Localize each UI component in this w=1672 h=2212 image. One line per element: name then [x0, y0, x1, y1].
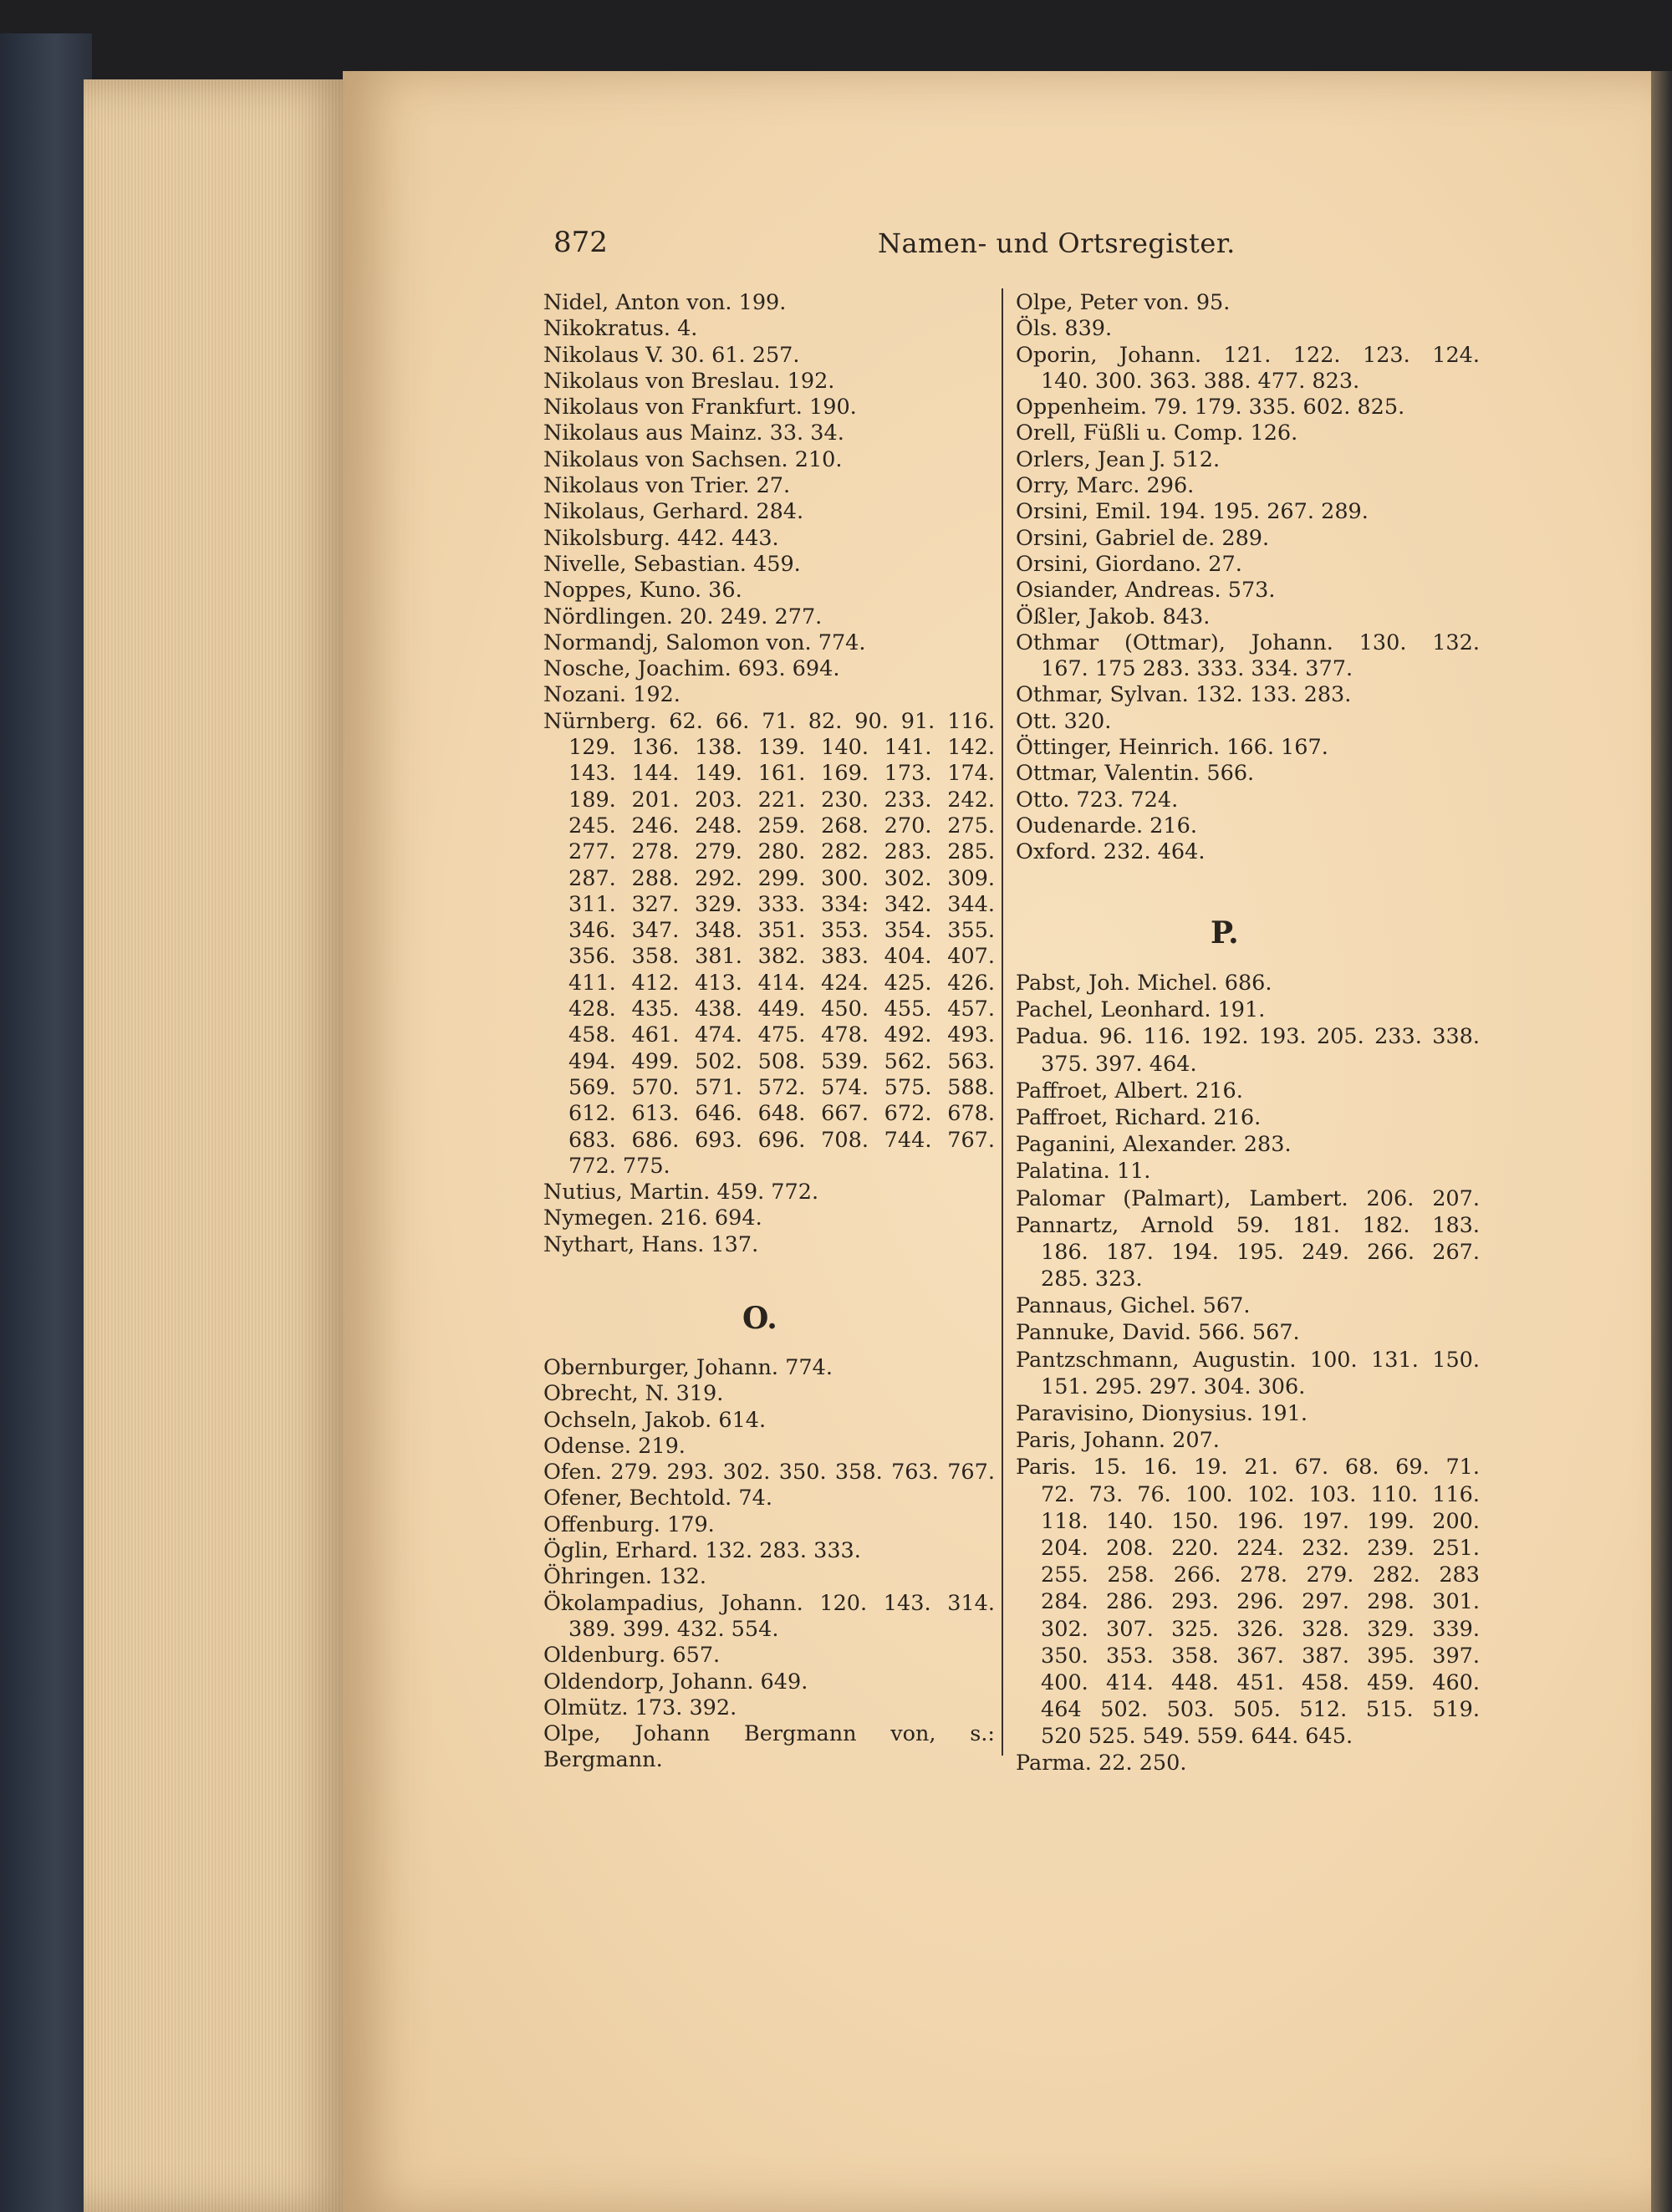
index-entry-continuation: 520 525. 549. 559. 644. 645. — [1041, 1724, 1353, 1750]
index-entry-continuation: 186. 187. 194. 195. 249. 266. 267. — [1041, 1239, 1480, 1265]
index-entry: Orry, Marc. 296. — [1016, 473, 1195, 499]
index-entry: Nosche, Joachim. 693. 694. — [543, 656, 840, 682]
book-cover — [0, 33, 92, 2212]
index-entry-continuation: 400. 414. 448. 451. 458. 459. 460. — [1041, 1669, 1480, 1695]
index-entry: Paffroet, Richard. 216. — [1016, 1104, 1262, 1130]
page-stack-edge — [84, 79, 351, 2212]
page-number: 872 — [553, 226, 608, 259]
index-entry: Palatina. 11. — [1016, 1159, 1151, 1185]
index-entry-continuation: 683. 686. 693. 696. 708. 744. 767. — [568, 1127, 995, 1153]
index-column-left-o — [543, 1355, 995, 1773]
index-entry-continuation: 285. 323. — [1041, 1267, 1143, 1292]
index-entry: Oxford. 232. 464. — [1016, 839, 1206, 865]
index-entry: Nikolsburg. 442. 443. — [543, 525, 779, 551]
index-entry: Obrecht, N. 319. — [543, 1381, 724, 1407]
index-entry: Oldenburg. 657. — [543, 1643, 721, 1669]
index-entry-continuation: 143. 144. 149. 161. 169. 173. 174. — [568, 761, 995, 787]
index-entry: Oporin, Johann. 121. 122. 123. 124. — [1016, 342, 1480, 368]
facing-page-edge — [1651, 71, 1672, 2212]
index-entry: Nikolaus aus Mainz. 33. 34. — [543, 420, 844, 446]
index-entry: Nikolaus von Sachsen. 210. — [543, 446, 843, 472]
index-entry: Olmütz. 173. 392. — [543, 1695, 737, 1720]
index-entry: Olpe, Peter von. 95. — [1016, 290, 1231, 315]
index-entry: Pannuke, David. 566. 567. — [1016, 1320, 1300, 1346]
index-entry: Nidel, Anton von. 199. — [543, 290, 787, 315]
index-entry: Nutius, Martin. 459. 772. — [543, 1180, 819, 1205]
index-entry: Pannartz, Arnold 59. 181. 182. 183. — [1016, 1212, 1480, 1238]
index-entry-continuation: 204. 208. 220. 224. 232. 239. 251. — [1041, 1535, 1480, 1561]
index-entry-continuation: 140. 300. 363. 388. 477. 823. — [1041, 368, 1360, 394]
index-entry: Nürnberg. 62. 66. 71. 82. 90. 91. 116. — [543, 708, 995, 734]
index-entry-continuation: 255. 258. 266. 278. 279. 282. 283 — [1041, 1562, 1480, 1588]
index-entry: Oppenheim. 79. 179. 335. 602. 825. — [1016, 395, 1405, 420]
index-column-left-n — [543, 290, 995, 1258]
index-entry-continuation: 411. 412. 413. 414. 424. 425. 426. — [568, 970, 995, 996]
index-entry: Paris, Johann. 207. — [1016, 1428, 1220, 1454]
index-entry: Orsini, Gabriel de. 289. — [1016, 525, 1270, 551]
section-heading-p: P. — [1211, 915, 1239, 951]
index-entry: Padua. 96. 116. 192. 193. 205. 233. 338. — [1016, 1024, 1480, 1050]
index-entry: Ofen. 279. 293. 302. 350. 358. 763. 767. — [543, 1460, 995, 1486]
index-entry-continuation: 494. 499. 502. 508. 539. 562. 563. — [568, 1048, 995, 1074]
index-entry: Osiander, Andreas. 573. — [1016, 578, 1276, 604]
index-entry: Pachel, Leonhard. 191. — [1016, 997, 1266, 1023]
index-entry: Ochseln, Jakob. 614. — [543, 1407, 767, 1433]
index-entry: Otto. 723. 724. — [1016, 787, 1179, 813]
index-entry-continuation: 375. 397. 464. — [1041, 1051, 1197, 1077]
index-entry-continuation: 346. 347. 348. 351. 353. 354. 355. — [568, 918, 995, 944]
index-entry-continuation: 428. 435. 438. 449. 450. 455. 457. — [568, 996, 995, 1022]
index-entry: Paravisino, Dionysius. 191. — [1016, 1401, 1308, 1426]
index-entry: Parma. 22. 250. — [1016, 1751, 1187, 1776]
index-entry: Orsini, Giordano. 27. — [1016, 551, 1242, 577]
index-entry: Offenburg. 179. — [543, 1511, 715, 1537]
index-entry-continuation: 277. 278. 279. 280. 282. 283. 285. — [568, 839, 995, 865]
section-heading-o: O. — [742, 1301, 777, 1336]
index-entry: Nivelle, Sebastian. 459. — [543, 551, 801, 577]
index-entry: Nikokratus. 4. — [543, 316, 698, 342]
index-entry-continuation: 311. 327. 329. 333. 334: 342. 344. — [568, 891, 995, 917]
index-entry-continuation: 287. 288. 292. 299. 300. 302. 309. — [568, 865, 995, 891]
index-entry: Öhringen. 132. — [543, 1564, 706, 1590]
index-entry-continuation: 302. 307. 325. 326. 328. 329. 339. — [1041, 1616, 1480, 1642]
index-entry: Oldendorp, Johann. 649. — [543, 1669, 808, 1695]
index-entry-continuation: 356. 358. 381. 382. 383. 404. 407. — [568, 944, 995, 970]
column-divider — [1002, 288, 1003, 1756]
index-entry: Öls. 839. — [1016, 316, 1113, 342]
index-entry: Ökolampadius, Johann. 120. 143. 314. — [543, 1590, 995, 1616]
index-entry-continuation: 118. 140. 150. 196. 197. 199. 200. — [1041, 1508, 1480, 1534]
index-entry: Nikolaus von Breslau. 192. — [543, 368, 835, 394]
index-entry: Nördlingen. 20. 249. 277. — [543, 604, 823, 629]
index-entry: Ofener, Bechtold. 74. — [543, 1486, 772, 1511]
index-entry: Normandj, Salomon von. 774. — [543, 629, 866, 655]
index-entry-continuation: 389. 399. 432. 554. — [568, 1616, 779, 1642]
index-entry: Ottmar, Valentin. 566. — [1016, 761, 1255, 787]
index-entry: Othmar (Ottmar), Johann. 130. 132. — [1016, 629, 1480, 655]
index-entry: Orsini, Emil. 194. 195. 267. 289. — [1016, 499, 1369, 525]
index-entry: Pabst, Joh. Michel. 686. — [1016, 971, 1272, 996]
index-entry-continuation: 350. 353. 358. 367. 387. 395. 397. — [1041, 1643, 1480, 1669]
index-entry: Nikolaus, Gerhard. 284. — [543, 499, 804, 525]
index-entry: Nymegen. 216. 694. — [543, 1205, 762, 1231]
index-entry-continuation: 189. 201. 203. 221. 230. 233. 242. — [568, 787, 995, 813]
index-entry-continuation: 129. 136. 138. 139. 140. 141. 142. — [568, 735, 995, 761]
index-entry-continuation: 612. 613. 646. 648. 667. 672. 678. — [568, 1101, 995, 1127]
index-entry-continuation: 569. 570. 571. 572. 574. 575. 588. — [568, 1074, 995, 1100]
index-entry: Nozani. 192. — [543, 682, 681, 708]
index-entry: Obernburger, Johann. 774. — [543, 1355, 833, 1380]
index-column-right-p — [1016, 970, 1480, 1777]
index-entry: Oudenarde. 216. — [1016, 813, 1197, 838]
index-entry: Ott. 320. — [1016, 708, 1112, 734]
index-column-right-o — [1016, 290, 1480, 866]
index-entry: Orell, Füßli u. Comp. 126. — [1016, 420, 1298, 446]
index-entry: Odense. 219. — [543, 1433, 686, 1459]
index-entry-continuation: 151. 295. 297. 304. 306. — [1041, 1374, 1306, 1399]
index-entry: Noppes, Kuno. 36. — [543, 578, 742, 604]
index-entry-continuation: 772. 775. — [568, 1153, 670, 1179]
running-title: Namen- und Ortsregister. — [878, 227, 1236, 259]
index-entry-continuation: 284. 286. 293. 296. 297. 298. 301. — [1041, 1589, 1480, 1615]
index-entry: Öttinger, Heinrich. 166. 167. — [1016, 735, 1328, 761]
index-entry: Paris. 15. 16. 19. 21. 67. 68. 69. 71. — [1016, 1455, 1480, 1481]
index-entry-continuation: 464 502. 503. 505. 512. 515. 519. — [1041, 1697, 1480, 1723]
index-entry-continuation: 167. 175 283. 333. 334. 377. — [1041, 656, 1353, 682]
index-entry: Paganini, Alexander. 283. — [1016, 1132, 1292, 1158]
index-entry: Olpe, Johann Bergmann von, s.: Bergmann. — [543, 1721, 995, 1773]
index-entry: Nythart, Hans. 137. — [543, 1231, 759, 1257]
index-entry-continuation: 458. 461. 474. 475. 478. 492. 493. — [568, 1022, 995, 1048]
index-entry: Paffroet, Albert. 216. — [1016, 1078, 1243, 1103]
index-entry-continuation: 72. 73. 76. 100. 102. 103. 110. 116. — [1041, 1481, 1480, 1507]
index-entry: Nikolaus V. 30. 61. 257. — [543, 342, 800, 368]
index-entry: Nikolaus von Trier. 27. — [543, 473, 791, 499]
index-entry-continuation: 245. 246. 248. 259. 268. 270. 275. — [568, 813, 995, 838]
index-entry: Othmar, Sylvan. 132. 133. 283. — [1016, 682, 1352, 708]
index-entry: Palomar (Palmart), Lambert. 206. 207. — [1016, 1185, 1480, 1211]
index-entry: Pannaus, Gichel. 567. — [1016, 1293, 1251, 1319]
index-entry: Ößler, Jakob. 843. — [1016, 604, 1211, 629]
index-entry: Orlers, Jean J. 512. — [1016, 446, 1221, 472]
index-entry: Öglin, Erhard. 132. 283. 333. — [543, 1538, 861, 1564]
index-entry: Nikolaus von Frankfurt. 190. — [543, 395, 857, 420]
index-entry: Pantzschmann, Augustin. 100. 131. 150. — [1016, 1347, 1480, 1373]
